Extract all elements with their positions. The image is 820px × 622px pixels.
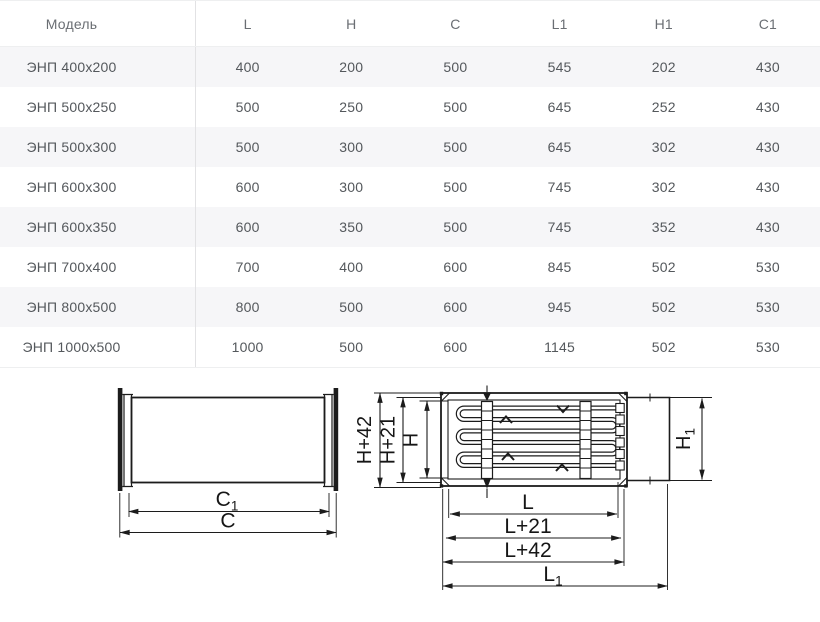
value-cell-c: 500	[443, 139, 468, 155]
duct-body	[132, 398, 325, 483]
value-cell-h: 400	[339, 259, 364, 275]
value-cell-l: 800	[195, 287, 299, 327]
model-cell: ЭНП 600x350	[26, 219, 117, 235]
header-cell-l: L	[195, 1, 299, 46]
value-cell-c: 600	[443, 299, 468, 315]
table-row	[0, 207, 820, 247]
value-cell-h: 200	[339, 59, 364, 75]
value-cell-l1: 545	[547, 59, 572, 75]
value-cell-h1: 302	[651, 139, 676, 155]
value-cell-c: 600	[443, 259, 468, 275]
dim-label-l1: $L_1$	[543, 563, 563, 589]
value-cell-c: 600	[443, 339, 468, 355]
duct-flange-right	[334, 388, 339, 491]
table-row	[0, 167, 820, 207]
table-row	[0, 327, 820, 367]
header-cell-c1: C1	[758, 15, 778, 32]
dim-label-l21: L+21	[504, 515, 552, 538]
dim-label-h: H	[400, 432, 423, 448]
value-cell-l1: 745	[547, 219, 572, 235]
dim-label-l42: L+42	[504, 539, 552, 562]
value-cell-h: 250	[339, 99, 364, 115]
duct-extension	[627, 398, 670, 481]
model-cell: ЭНП 400x200	[26, 59, 117, 75]
table-row	[0, 287, 820, 327]
value-cell-c1: 530	[755, 259, 780, 275]
value-cell-c: 500	[443, 59, 468, 75]
table-row	[0, 47, 820, 87]
value-cell-l: 400	[195, 47, 299, 87]
value-cell-l1: 945	[547, 299, 572, 315]
value-cell-c1: 530	[755, 299, 780, 315]
value-cell-l: 500	[195, 127, 299, 167]
header-cell-h1: H1	[654, 15, 673, 32]
coil-support-rail-left	[482, 402, 493, 479]
value-cell-c: 500	[443, 179, 468, 195]
value-cell-c1: 430	[755, 99, 780, 115]
duct-flange-panel-right	[323, 395, 334, 487]
value-cell-l: 600	[195, 207, 299, 247]
technical-drawings	[0, 366, 820, 622]
value-cell-l: 700	[195, 247, 299, 287]
value-cell-l1: 645	[547, 139, 572, 155]
dim-label-c: C	[220, 509, 236, 533]
value-cell-h1: 502	[651, 339, 676, 355]
value-cell-h1: 202	[651, 59, 676, 75]
value-cell-h: 350	[339, 219, 364, 235]
value-cell-l: 1000	[195, 327, 299, 367]
header-cell-l1: L1	[551, 15, 568, 32]
value-cell-h: 500	[339, 339, 364, 355]
header-cell-h: H	[346, 15, 357, 32]
value-cell-h1: 502	[651, 259, 676, 275]
value-cell-h: 500	[339, 299, 364, 315]
dim-label-c1: $C_1$	[215, 488, 239, 514]
value-cell-l1: 1145	[544, 339, 576, 355]
table-row	[0, 87, 820, 127]
value-cell-h1: 352	[651, 219, 676, 235]
model-cell: ЭНП 600x300	[26, 179, 117, 195]
dim-label-l: L	[522, 491, 534, 514]
dim-label-h42: H+42	[354, 415, 376, 465]
value-cell-l: 600	[195, 167, 299, 207]
value-cell-h: 300	[339, 179, 364, 195]
duct-side-view-drawing	[118, 388, 338, 538]
coil-support-rail-right	[580, 402, 591, 479]
value-cell-h1: 302	[651, 179, 676, 195]
value-cell-c1: 430	[755, 59, 780, 75]
dim-label-h1: $H_1$	[673, 428, 698, 450]
value-cell-c: 500	[443, 219, 468, 235]
duct-flange-left	[118, 388, 123, 491]
value-cell-c1: 530	[755, 339, 780, 355]
value-cell-h: 300	[339, 139, 364, 155]
model-cell: ЭНП 700x400	[26, 259, 117, 275]
dim-label-h21: H+21	[377, 415, 400, 465]
value-cell-h1: 252	[651, 99, 676, 115]
value-cell-l: 500	[195, 87, 299, 127]
model-cell: ЭНП 1000x500	[22, 339, 121, 355]
duct-flange-panel-left	[122, 395, 133, 487]
table-body	[0, 47, 820, 367]
value-cell-l1: 845	[547, 259, 572, 275]
value-cell-c1: 430	[755, 179, 780, 195]
value-cell-c1: 430	[755, 139, 780, 155]
value-cell-c: 500	[443, 99, 468, 115]
table-row	[0, 127, 820, 167]
model-cell: ЭНП 500x300	[26, 139, 117, 155]
value-cell-h1: 502	[651, 299, 676, 315]
model-cell: ЭНП 500x250	[26, 99, 117, 115]
heater-front-view-drawing	[354, 386, 712, 591]
value-cell-l1: 745	[547, 179, 572, 195]
table-header-row	[0, 1, 820, 47]
header-cell-model: Модель	[45, 15, 98, 32]
value-cell-l1: 645	[547, 99, 572, 115]
table-row	[0, 247, 820, 287]
model-cell: ЭНП 800x500	[26, 299, 117, 315]
header-cell-c: C	[450, 15, 461, 32]
value-cell-c1: 430	[755, 219, 780, 235]
